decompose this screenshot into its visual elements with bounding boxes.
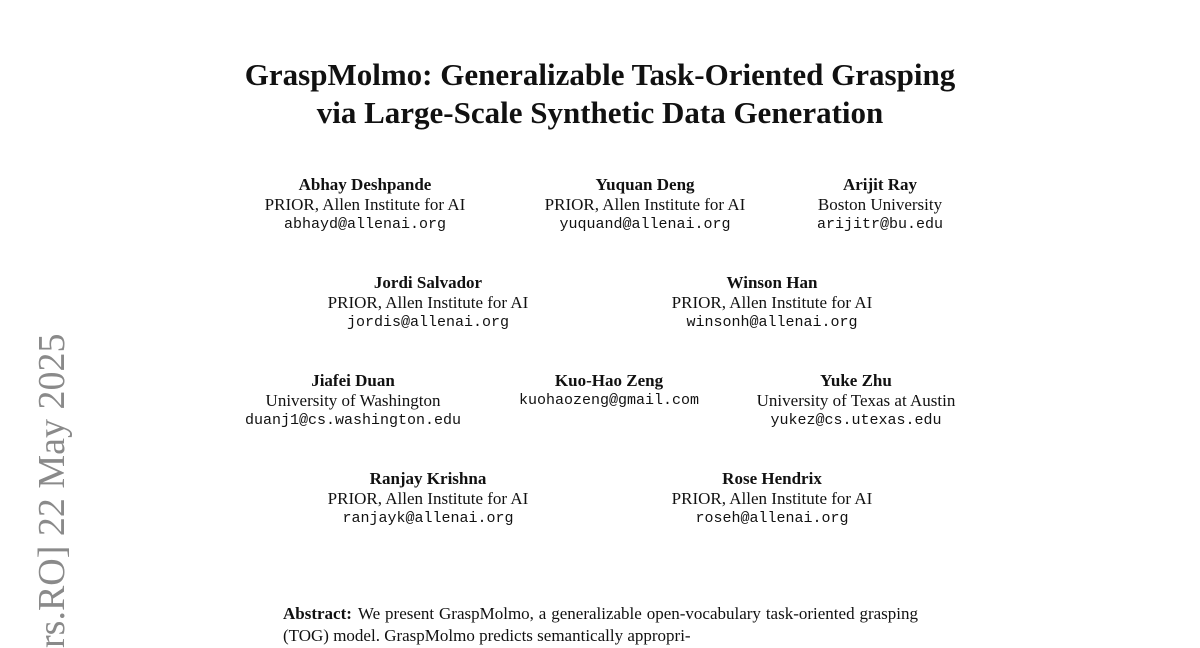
author-affiliation: University of Texas at Austin <box>756 391 956 410</box>
author-affiliation: PRIOR, Allen Institute for AI <box>327 489 529 508</box>
author-name: Jordi Salvador <box>373 273 483 292</box>
author-affiliation: University of Washington <box>265 391 441 410</box>
author-email[interactable]: duanj1@cs.washington.edu <box>244 412 462 429</box>
author-affiliation: PRIOR, Allen Institute for AI <box>327 293 529 312</box>
author-block <box>757 371 956 431</box>
author-block <box>817 175 943 235</box>
author-block <box>328 273 529 333</box>
author-email[interactable]: jordis@allenai.org <box>346 314 510 331</box>
arxiv-stamp-text: rs.RO] 22 May 2025 <box>31 333 73 648</box>
author-name: Rose Hendrix <box>722 469 822 488</box>
author-affiliation: PRIOR, Allen Institute for AI <box>671 293 873 312</box>
author-name: Yuquan Deng <box>595 175 695 194</box>
author-block <box>672 469 873 529</box>
author-email[interactable]: yuquand@allenai.org <box>559 216 731 233</box>
abstract-label: Abstract: <box>283 604 352 623</box>
author-email[interactable]: kuohaozeng@gmail.com <box>518 392 700 409</box>
title-line-2: via Large-Scale Synthetic Data Generation <box>316 95 884 130</box>
paper-title <box>0 56 1200 132</box>
author-email[interactable]: ranjayk@allenai.org <box>342 510 514 527</box>
author-block <box>328 469 529 529</box>
author-email[interactable]: abhayd@allenai.org <box>283 216 447 233</box>
abstract <box>283 603 918 647</box>
author-name: Jiafei Duan <box>311 371 395 390</box>
author-block <box>545 175 746 235</box>
author-name: Yuke Zhu <box>820 371 892 390</box>
author-block <box>265 175 466 235</box>
author-email[interactable]: arijitr@bu.edu <box>816 216 944 233</box>
author-name: Abhay Deshpande <box>298 175 432 194</box>
author-block <box>245 371 461 431</box>
author-block <box>672 273 873 333</box>
abstract-text: We present GraspMolmo, a generalizable open-vocabulary task-oriented grasping (TOG) model. GraspMolmo predicts semantically appropri- <box>283 604 918 645</box>
author-affiliation: PRIOR, Allen Institute for AI <box>264 195 466 214</box>
author-email[interactable]: yukez@cs.utexas.edu <box>770 412 942 429</box>
author-affiliation: PRIOR, Allen Institute for AI <box>671 489 873 508</box>
author-affiliation: PRIOR, Allen Institute for AI <box>544 195 746 214</box>
author-name: Arijit Ray <box>842 175 918 194</box>
author-name: Kuo-Hao Zeng <box>554 371 664 390</box>
author-affiliation: Boston University <box>817 195 943 214</box>
author-email[interactable]: winsonh@allenai.org <box>686 314 858 331</box>
title-line-1: GraspMolmo: Generalizable Task-Oriented Grasping <box>244 57 956 92</box>
author-block <box>519 371 699 411</box>
author-email[interactable]: roseh@allenai.org <box>695 510 849 527</box>
author-name: Winson Han <box>726 273 818 292</box>
author-name: Ranjay Krishna <box>369 469 487 488</box>
